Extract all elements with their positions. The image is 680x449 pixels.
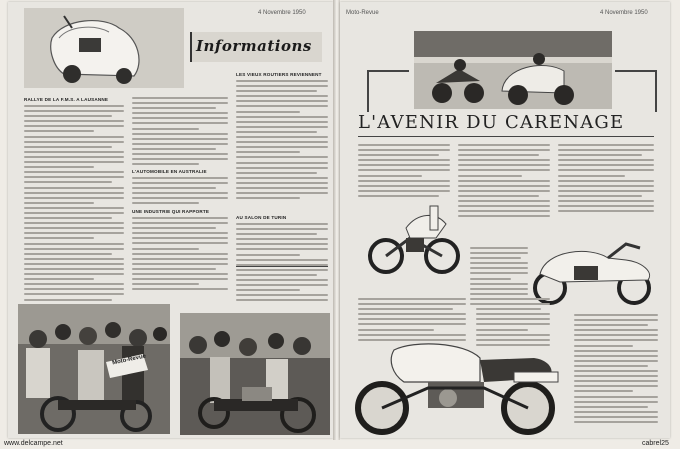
article-column-2c bbox=[132, 217, 228, 293]
article-column-right-2 bbox=[458, 144, 550, 220]
section-heading-routiers: LES VIEUX ROUTIERS REVIENNENT bbox=[236, 72, 322, 77]
article-column-3b bbox=[236, 223, 328, 305]
right-header-date: 4 Novembre 1950 bbox=[600, 10, 648, 16]
rally-crowd-illustration bbox=[18, 304, 170, 434]
racing-photo bbox=[414, 31, 612, 109]
article-column-right-3 bbox=[558, 144, 654, 215]
section-heading-australie: L'AUTOMOBILE EN AUSTRALIE bbox=[132, 169, 207, 174]
racing-motorcycle-photo-3 bbox=[344, 338, 570, 438]
footer-site: www.delcampe.net bbox=[4, 440, 63, 447]
box-rule bbox=[236, 266, 328, 267]
article-column-2 bbox=[132, 97, 228, 168]
section-heading-industrie: UNE INDUSTRIE QUI RAPPORTE bbox=[132, 209, 210, 214]
left-header-date: 4 Novembre 1950 bbox=[258, 10, 306, 16]
article-column-right-5 bbox=[358, 298, 466, 344]
scooter-illustration bbox=[24, 8, 184, 88]
right-header-left: Moto-Revue bbox=[346, 10, 379, 16]
informations-banner bbox=[190, 32, 322, 62]
motorcycle-group-photo bbox=[180, 313, 330, 435]
section-title: Informations bbox=[196, 37, 312, 55]
article-column-2b bbox=[132, 177, 228, 208]
rally-banner-text: Moto-Revue bbox=[111, 353, 147, 367]
article-column-right-1 bbox=[358, 144, 450, 200]
article-headline: L'AVENIR DU CARENAGE bbox=[358, 112, 625, 133]
section-heading-turin: AU SALON DE TURIN bbox=[236, 215, 287, 220]
title-frame-left bbox=[367, 70, 409, 112]
article-column-3 bbox=[236, 80, 328, 202]
section-heading-rallye: RALLYE DE LA F.M.S. A LAUSANNE bbox=[24, 97, 109, 102]
racing-motorcycle-3-illustration bbox=[344, 338, 570, 438]
motorcycle-group-illustration bbox=[180, 313, 330, 435]
rally-crowd-photo bbox=[18, 304, 170, 434]
racing-illustration bbox=[414, 31, 612, 109]
scooter-photo bbox=[24, 8, 184, 88]
title-frame-right bbox=[615, 70, 657, 112]
right-page bbox=[340, 2, 670, 438]
article-column-1 bbox=[24, 105, 124, 314]
page-gutter bbox=[333, 0, 340, 440]
left-page bbox=[8, 2, 333, 438]
racing-motorcycle-1-illustration bbox=[366, 198, 464, 282]
footer-seller: cabrel25 bbox=[642, 440, 669, 447]
headline-rule bbox=[358, 136, 654, 137]
article-column-right-7 bbox=[574, 314, 658, 426]
racing-motorcycle-photo-1 bbox=[366, 198, 464, 282]
